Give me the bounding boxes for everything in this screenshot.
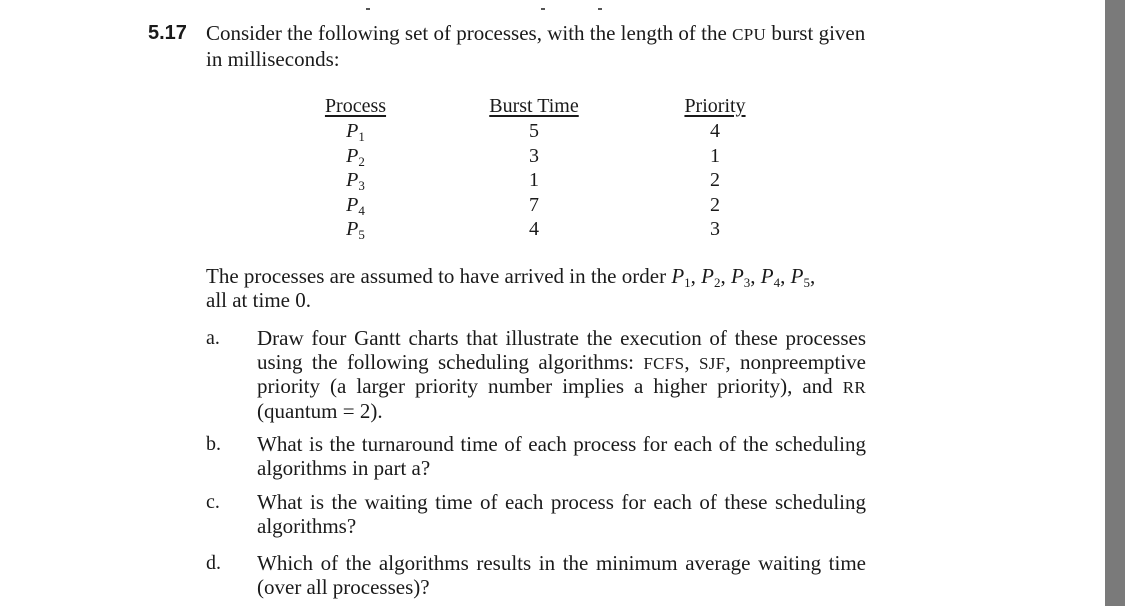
- page-edge-scrollbar: [1105, 0, 1125, 606]
- burst-cell: 7: [529, 193, 539, 216]
- burst-cell: 3: [529, 144, 539, 167]
- process-header: Process: [324, 95, 387, 117]
- page-artifact-mark: [541, 8, 545, 10]
- question-text: Draw four Gantt charts that illustrate the execution of these processes using the following scheduling algorithms: FCFS, SJF, nonpreemptive priority (a larger priority number implies a higher priority), and RR (quantum = 2).: [257, 326, 867, 423]
- question-d: [206, 552, 866, 599]
- question-letter: d.: [206, 552, 221, 574]
- priority-cell: 2: [710, 169, 720, 191]
- process-cell: $P_1$: [346, 120, 365, 144]
- priority-cell: 4: [710, 120, 720, 142]
- question-b: [206, 433, 866, 480]
- page-artifact-mark: [598, 8, 602, 10]
- question-text: What is the waiting time of each process for each of these scheduling algorithms?: [257, 490, 866, 538]
- arrival-statement: The processes are assumed to have arrived in the order $P_1$, $P_2$, $P_3$, $P_4$, $P_5$, all at time 0.: [206, 264, 816, 312]
- priority-header: Priority: [684, 95, 746, 117]
- process-column: [318, 93, 393, 242]
- question-c: [206, 491, 866, 538]
- question-text: What is the turnaround time of each process for each of the scheduling algorithms in part a?: [257, 432, 866, 480]
- burst-cell: 5: [529, 120, 539, 142]
- page-artifact-mark: [366, 8, 370, 10]
- question-letter: c.: [206, 491, 220, 513]
- priority-cell: 3: [710, 218, 720, 240]
- priority-cell: 1: [710, 144, 720, 167]
- process-cell: $P_2$: [346, 144, 365, 169]
- exercise-intro: [206, 21, 866, 71]
- question-a: [206, 327, 866, 423]
- question-letter: a.: [206, 327, 220, 349]
- intro-text: Consider the following set of processes, with the length of the CPU burst given in milliseconds:: [206, 21, 866, 71]
- burst-header: Burst Time: [489, 95, 579, 117]
- priority-column: [675, 93, 755, 242]
- burst-cell: 4: [529, 218, 539, 240]
- process-cell: $P_4$: [346, 193, 365, 218]
- process-table: [300, 93, 780, 243]
- priority-cell: 2: [710, 193, 720, 216]
- process-cell: $P_5$: [346, 218, 365, 242]
- exercise-number: 5.17: [148, 22, 187, 44]
- burst-cell: 1: [529, 169, 539, 191]
- question-letter: b.: [206, 433, 221, 455]
- burst-column: [480, 93, 588, 242]
- process-cell: $P_3$: [346, 169, 365, 193]
- question-text: Which of the algorithms results in the minimum average waiting time (over all processes)?: [257, 551, 866, 599]
